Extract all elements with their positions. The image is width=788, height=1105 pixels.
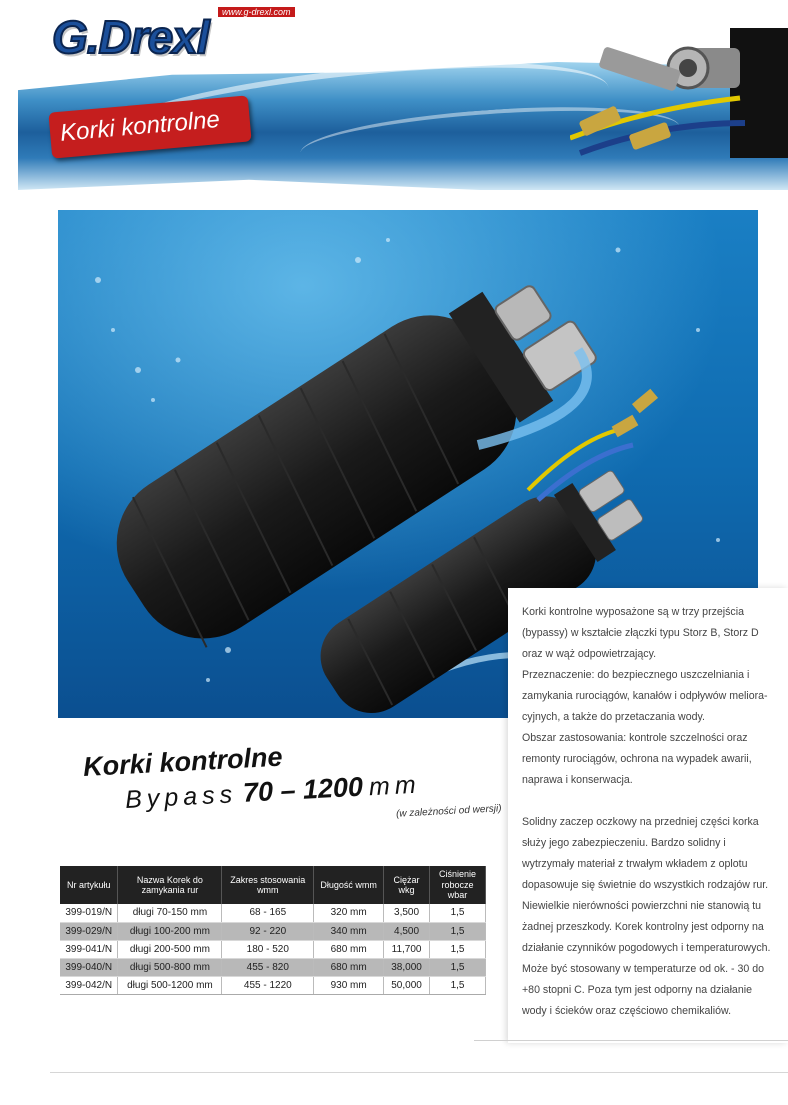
- table-cell: 1,5: [430, 922, 486, 940]
- table-cell: 399-041/N: [60, 940, 118, 958]
- hose-fittings-image: [570, 28, 788, 158]
- table-cell: 1,5: [430, 976, 486, 994]
- product-title: Korki kontrolne: [82, 741, 284, 783]
- table-cell: 92 - 220: [222, 922, 314, 940]
- table-cell: długi 100-200 mm: [118, 922, 222, 940]
- description-line: +80 stopni C. Poza tym jest odporny na działanie: [522, 984, 752, 996]
- description-line: oraz w wąż odpowietrzający.: [522, 648, 657, 660]
- description-line: zamykania rurociągów, kanałów i odpływów meliora-: [522, 690, 768, 702]
- table-cell: 399-040/N: [60, 958, 118, 976]
- table-cell: 930 mm: [314, 976, 384, 994]
- description-line: wytrzymały materiał z trwałym wkładem z oplotu: [522, 858, 748, 870]
- description-line: Solidny zaczep oczkowy na przedniej części korka: [522, 816, 759, 828]
- section-badge-label: Korki kontrolne: [59, 105, 221, 147]
- table-cell: 455 - 1220: [222, 976, 314, 994]
- company-logo[interactable]: [42, 2, 300, 64]
- table-row: [60, 904, 486, 922]
- description-line: Korki kontrolne wyposażone są w trzy przejścia: [522, 606, 744, 618]
- table-cell: długi 500-800 mm: [118, 958, 222, 976]
- table-cell: 180 - 520: [222, 940, 314, 958]
- description-line: żadnej przeszkody. Korek kontrolny jest odporny na: [522, 921, 764, 933]
- description-line: naprawa i konserwacja.: [522, 774, 633, 786]
- table-row: [60, 976, 486, 994]
- description-line: remonty rurociągów, ochrona na wypadek awarii,: [522, 753, 752, 765]
- table-cell: długi 200-500 mm: [118, 940, 222, 958]
- description-line: dopasowuje się świetnie do wszystkich rodzajów rur.: [522, 879, 769, 891]
- subtitle-bypass: Bypass: [124, 780, 238, 815]
- description-panel: [508, 588, 788, 1043]
- header-banner: [0, 0, 788, 200]
- subtitle-unit: mm: [368, 770, 422, 802]
- table-row: [60, 922, 486, 940]
- description-line: służy jego zabezpieczeniu. Bardzo solidny i: [522, 837, 726, 849]
- table-cell: 320 mm: [314, 904, 384, 922]
- table-row: [60, 940, 486, 958]
- table-cell: 1,5: [430, 904, 486, 922]
- description-line: wody i ścieków oraz częściowo chemikaliów.: [522, 1005, 732, 1017]
- table-cell: 38,000: [384, 958, 430, 976]
- table-cell: 399-042/N: [60, 976, 118, 994]
- col-header: Długość wmm: [314, 866, 384, 904]
- spec-table: [60, 866, 486, 995]
- table-cell: 680 mm: [314, 958, 384, 976]
- description-line: Obszar zastosowania: kontrole szczelności oraz: [522, 732, 748, 744]
- col-header: Ciśnienie robocze wbar: [430, 866, 486, 904]
- table-cell: 11,700: [384, 940, 430, 958]
- description-line: cyjnych, a także do przetaczania wody.: [522, 711, 705, 723]
- description-line: działanie czynników pogodowych i temperaturowych.: [522, 942, 771, 954]
- version-note: (w zależności od wersji): [395, 803, 502, 820]
- table-cell: 680 mm: [314, 940, 384, 958]
- table-cell: 399-029/N: [60, 922, 118, 940]
- table-header-row: [60, 866, 486, 904]
- table-cell: 455 - 820: [222, 958, 314, 976]
- table-cell: długi 70-150 mm: [118, 904, 222, 922]
- table-cell: 1,5: [430, 958, 486, 976]
- col-header: Nazwa Korek do zamykania rur: [118, 866, 222, 904]
- logo-url[interactable]: www.g-drexl.com: [218, 7, 295, 17]
- table-cell: długi 500-1200 mm: [118, 976, 222, 994]
- description-line: Niewielkie nierówności powierzchni nie stanowią tu: [522, 900, 762, 912]
- description-line: Przeznaczenie: do bezpiecznego uszczelniania i: [522, 669, 750, 681]
- table-cell: 68 - 165: [222, 904, 314, 922]
- table-cell: 1,5: [430, 940, 486, 958]
- table-row: [60, 958, 486, 976]
- paragraph-gap: [522, 791, 776, 812]
- table-cell: 340 mm: [314, 922, 384, 940]
- table-cell: 50,000: [384, 976, 430, 994]
- table-cell: 399-019/N: [60, 904, 118, 922]
- description-line: Może być stosowany w temperaturze od ok. - 30 do: [522, 963, 765, 975]
- col-header: Zakres stosowania wmm: [222, 866, 314, 904]
- logo-wordmark: G.Drexl: [52, 11, 209, 63]
- subtitle-range: 70 – 1200: [242, 771, 364, 808]
- table-cell: 4,500: [384, 922, 430, 940]
- col-header: Ciężar wkg: [384, 866, 430, 904]
- divider: [474, 1040, 788, 1041]
- divider: [50, 1072, 788, 1073]
- col-header: Nr artykułu: [60, 866, 118, 904]
- description-line: (bypassy) w kształcie złączki typu Storz B, Storz D: [522, 627, 759, 639]
- table-cell: 3,500: [384, 904, 430, 922]
